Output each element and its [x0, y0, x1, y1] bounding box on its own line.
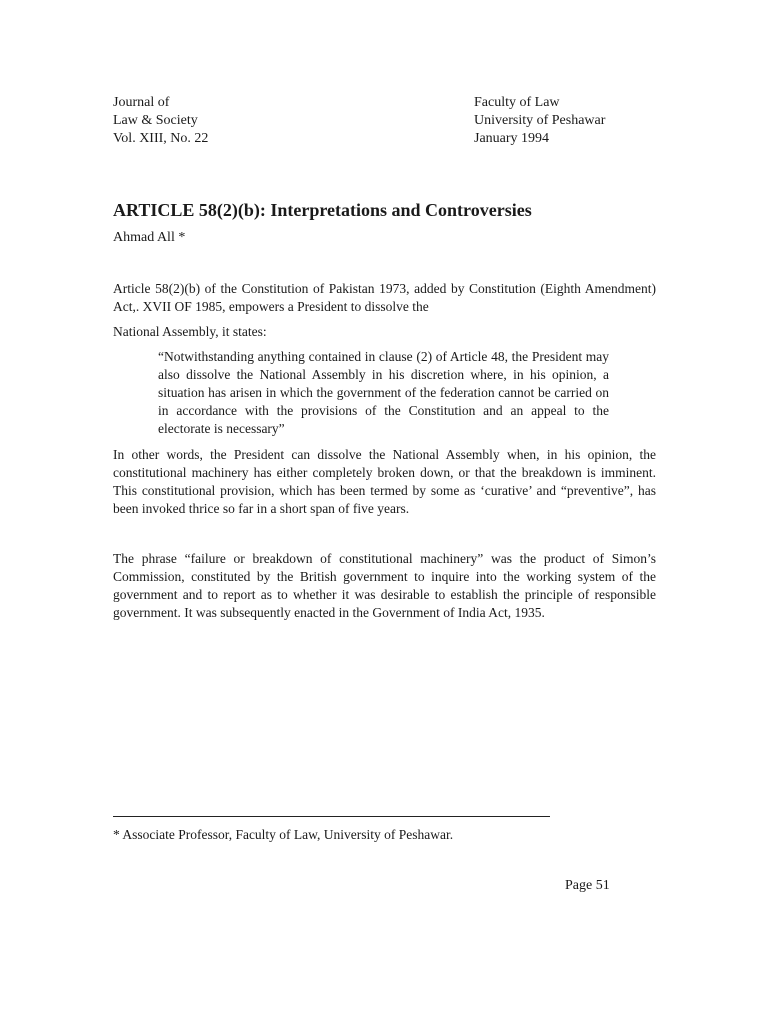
body-paragraph-1: Article 58(2)(b) of the Constitution of Pakistan 1973, added by Constitution (Eighth Amendment) Act,. XVII OF 1985, empowers a President to dissolve the: [113, 281, 656, 314]
page-number: Page 51: [565, 878, 610, 893]
journal-name-line-1: Journal of: [113, 95, 170, 110]
journal-header: [113, 94, 208, 148]
journal-volume: Vol. XIII, No. 22: [113, 131, 209, 146]
article-author: Ahmad All *: [113, 230, 186, 245]
body-paragraph-3: In other words, the President can dissolve the National Assembly when, in his opinion, the constitutional machinery has either completely broken down, or that the breakdown is imminent. This constitutional provision, which has been termed by some as ‘curative’ and “preventive”, has been invoked thrice so far in a short span of five years.: [113, 447, 656, 516]
journal-name-line-2: Law & Society: [113, 113, 198, 128]
footnote-divider: [113, 816, 550, 817]
block-quote: “Notwithstanding anything contained in clause (2) of Article 48, the President may also dissolve the National Assembly in his discretion where, in his opinion, a situation has arisen in which the government of the federation cannot be carried on in accordance with the provisions of the Constitution and an appeal to the electorate is necessary”: [158, 349, 609, 436]
faculty-name: Faculty of Law: [474, 95, 560, 110]
article-title: ARTICLE 58(2)(b): Interpretations and Controversies: [113, 200, 532, 220]
body-paragraph-2: National Assembly, it states:: [113, 324, 267, 339]
university-name: University of Peshawar: [474, 113, 606, 128]
issue-date: January 1994: [474, 131, 550, 146]
body-paragraph-4: The phrase “failure or breakdown of constitutional machinery” was the product of Simon’s Commission, constituted by the British government to inquire into the working system of the government and to report as to whether it was desirable to establish the principle of responsible government. It was subsequently enacted in the Government of India Act, 1935.: [113, 551, 656, 620]
institution-header: [474, 94, 605, 148]
footnote: * Associate Professor, Faculty of Law, University of Peshawar.: [113, 827, 454, 842]
